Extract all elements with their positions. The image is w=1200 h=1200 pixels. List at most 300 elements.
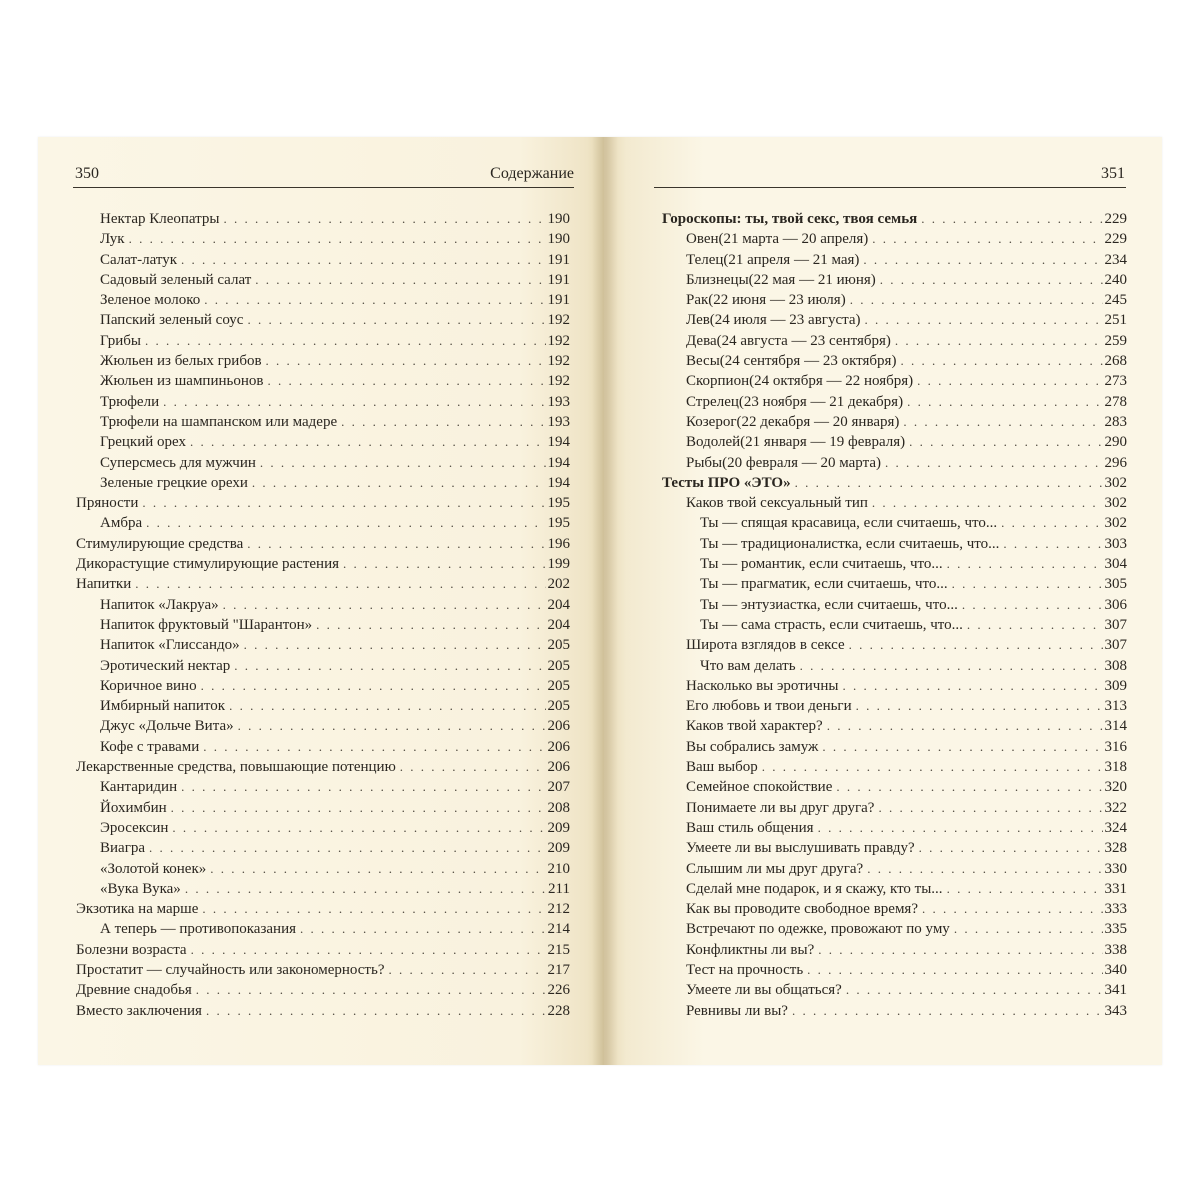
toc-entry-title: Жюльен из белых грибов — [100, 353, 262, 370]
toc-leader-dots — [909, 432, 1102, 452]
toc-entry-page: 191 — [547, 251, 570, 268]
toc-entry-page: 204 — [547, 596, 570, 613]
toc-leader-dots — [863, 250, 1102, 270]
toc-entry-page: 273 — [1104, 373, 1127, 390]
toc-entry-page: 328 — [1104, 840, 1127, 857]
toc-entry — [662, 574, 1127, 594]
toc-entry — [662, 270, 1127, 290]
toc-entry-page: 205 — [547, 698, 570, 715]
toc-entry-title: Водолей(21 января — 19 февраля) — [686, 434, 906, 451]
toc-entry-title: Ты — прагматик, если считаешь, что... — [700, 576, 948, 593]
toc-list — [662, 209, 1127, 1021]
toc-leader-dots — [947, 879, 1103, 899]
toc-leader-dots — [818, 940, 1102, 960]
toc-leader-dots — [316, 615, 545, 635]
toc-leader-dots — [900, 351, 1102, 371]
toc-leader-dots — [954, 919, 1103, 939]
toc-entry-title: А теперь — противопоказания — [100, 921, 296, 938]
toc-leader-dots — [917, 371, 1102, 391]
toc-entry-title: Грецкий орех — [100, 434, 186, 451]
toc-entry — [76, 574, 570, 594]
toc-entry — [662, 940, 1127, 960]
toc-entry — [662, 737, 1127, 757]
toc-entry — [662, 879, 1127, 899]
toc-leader-dots — [204, 290, 545, 310]
toc-entry-title: Зеленое молоко — [100, 292, 201, 309]
toc-entry-page: 207 — [547, 779, 570, 796]
toc-entry-title: Напиток «Глиссандо» — [100, 637, 240, 654]
toc-leader-dots — [1001, 513, 1102, 533]
toc-entry-title: Напитки — [76, 576, 132, 593]
toc-entry — [76, 960, 570, 980]
toc-entry-page: 283 — [1104, 413, 1127, 430]
toc-entry-title: Напиток «Лакруа» — [100, 596, 219, 613]
toc-entry — [76, 595, 570, 615]
toc-entry-title: Трюфели — [100, 393, 160, 410]
toc-entry-page: 234 — [1104, 251, 1127, 268]
toc-leader-dots — [229, 696, 545, 716]
toc-leader-dots — [807, 960, 1102, 980]
toc-entry — [76, 635, 570, 655]
toc-entry-title: Древние снадобья — [76, 982, 192, 999]
toc-entry — [76, 716, 570, 736]
toc-leader-dots — [185, 879, 546, 899]
toc-entry-page: 208 — [547, 799, 570, 816]
toc-entry-title: Суперсмесь для мужчин — [100, 454, 256, 471]
toc-leader-dots — [818, 818, 1103, 838]
toc-entry-title: Салат-латук — [100, 251, 177, 268]
toc-entry — [76, 656, 570, 676]
toc-leader-dots — [846, 980, 1103, 1000]
toc-leader-dots — [223, 595, 546, 615]
toc-entry-page: 190 — [547, 231, 570, 248]
toc-entry — [662, 980, 1127, 1000]
toc-entry-title: Близнецы(22 мая — 21 июня) — [686, 271, 876, 288]
toc-entry — [662, 250, 1127, 270]
toc-leader-dots — [181, 777, 545, 797]
toc-entry — [76, 513, 570, 533]
toc-entry — [76, 270, 570, 290]
toc-leader-dots — [171, 798, 546, 818]
toc-entry-title: Ревнивы ли вы? — [686, 1002, 788, 1019]
toc-leader-dots — [919, 838, 1103, 858]
toc-leader-dots — [389, 960, 546, 980]
toc-entry-title: Экзотика на марше — [76, 901, 199, 918]
toc-entry-title: Дева(24 августа — 23 сентября) — [686, 332, 891, 349]
toc-leader-dots — [142, 493, 545, 513]
toc-entry — [662, 493, 1127, 513]
toc-entry-page: 338 — [1104, 941, 1127, 958]
toc-leader-dots — [146, 513, 545, 533]
toc-entry — [662, 676, 1127, 696]
toc-entry-page: 209 — [547, 819, 570, 836]
toc-entry-page: 194 — [547, 454, 570, 471]
toc-leader-dots — [865, 310, 1103, 330]
toc-leader-dots — [196, 980, 546, 1000]
toc-entry — [662, 1001, 1127, 1021]
toc-entry — [76, 432, 570, 452]
toc-entry-page: 302 — [1104, 495, 1127, 512]
toc-leader-dots — [202, 899, 545, 919]
toc-leader-dots — [922, 899, 1103, 919]
toc-leader-dots — [762, 757, 1103, 777]
toc-entry-page: 206 — [547, 759, 570, 776]
toc-entry-page: 192 — [547, 353, 570, 370]
toc-entry-page: 333 — [1104, 901, 1127, 918]
toc-entry-page: 190 — [547, 211, 570, 227]
toc-entry-page: 240 — [1104, 271, 1127, 288]
toc-entry — [76, 859, 570, 879]
toc-entry — [662, 412, 1127, 432]
toc-entry-title: Кантаридин — [100, 779, 178, 796]
toc-entry-page: 206 — [547, 718, 570, 735]
toc-entry-title: Пряности — [76, 495, 139, 512]
toc-entry — [662, 534, 1127, 554]
toc-entry — [662, 716, 1127, 736]
toc-entry — [76, 229, 570, 249]
toc-entry-title: Телец(21 апреля — 21 мая) — [686, 251, 860, 268]
toc-entry — [662, 453, 1127, 473]
toc-entry-page: 196 — [547, 535, 570, 552]
toc-entry — [662, 696, 1127, 716]
toc-leader-dots — [800, 656, 1103, 676]
book-spread — [38, 137, 1162, 1065]
toc-entry-page: 340 — [1104, 961, 1127, 978]
toc-leader-dots — [885, 453, 1103, 473]
toc-entry — [662, 392, 1127, 412]
toc-entry-title: Стрелец(23 ноября — 21 декабря) — [686, 393, 904, 410]
toc-leader-dots — [967, 615, 1103, 635]
toc-leader-dots — [343, 554, 545, 574]
toc-entry-title: Тест на прочность — [686, 961, 804, 978]
toc-entry — [662, 919, 1127, 939]
toc-leader-dots — [267, 371, 545, 391]
toc-leader-dots — [206, 1001, 546, 1021]
toc-leader-dots — [172, 818, 545, 838]
toc-leader-dots — [163, 392, 545, 412]
toc-entry — [662, 818, 1127, 838]
toc-entry-title: Широта взглядов в сексе — [686, 637, 845, 654]
toc-entry-title: «Золотой конек» — [100, 860, 207, 877]
toc-entry — [76, 554, 570, 574]
toc-entry — [662, 229, 1127, 249]
toc-entry — [662, 554, 1127, 574]
toc-leader-dots — [129, 229, 546, 249]
toc-entry-title: Гороскопы: ты, твой секс, твоя семья — [662, 211, 918, 227]
toc-entry — [662, 615, 1127, 635]
toc-entry — [76, 899, 570, 919]
toc-leader-dots — [872, 493, 1103, 513]
toc-entry-page: 199 — [547, 556, 570, 573]
toc-entry-page: 191 — [547, 292, 570, 309]
toc-entry-page: 228 — [547, 1002, 570, 1019]
toc-entry-page: 193 — [547, 413, 570, 430]
toc-entry — [76, 351, 570, 371]
toc-entry-title: Трюфели на шампанском или мадере — [100, 413, 338, 430]
toc-leader-dots — [203, 737, 545, 757]
toc-entry — [662, 209, 1127, 229]
toc-entry — [662, 859, 1127, 879]
toc-leader-dots — [903, 412, 1102, 432]
toc-entry-title: Как вы проводите свободное время? — [686, 901, 918, 918]
toc-entry-title: Ты — энтузиастка, если считаешь, что... — [700, 596, 958, 613]
toc-entry — [76, 453, 570, 473]
toc-entry-page: 296 — [1104, 454, 1127, 471]
toc-leader-dots — [266, 351, 546, 371]
toc-entry — [662, 798, 1127, 818]
toc-entry-title: Овен(21 марта — 20 апреля) — [686, 231, 869, 248]
toc-entry — [76, 290, 570, 310]
toc-leader-dots — [822, 737, 1102, 757]
toc-entry-page: 212 — [547, 901, 570, 918]
toc-entry-title: Каков твой сексуальный тип — [686, 495, 868, 512]
toc-entry-page: 304 — [1104, 556, 1127, 573]
toc-entry-title: Рыбы(20 февраля — 20 марта) — [686, 454, 881, 471]
book-gutter — [592, 137, 618, 1065]
toc-entry-page: 314 — [1104, 718, 1127, 735]
toc-entry-title: Лев(24 июля — 23 августа) — [686, 312, 861, 329]
toc-entry — [76, 838, 570, 858]
toc-leader-dots — [921, 209, 1102, 229]
toc-entry-title: Садовый зеленый салат — [100, 271, 252, 288]
toc-entry-page: 324 — [1104, 819, 1127, 836]
toc-entry-title: Эросексин — [100, 819, 169, 836]
toc-entry-title: Нектар Клеопатры — [100, 211, 220, 227]
toc-entry-title: Сделай мне подарок, и я скажу, кто ты... — [686, 880, 943, 897]
toc-leader-dots — [962, 595, 1103, 615]
toc-entry-title: Джус «Дольче Вита» — [100, 718, 234, 735]
toc-entry — [662, 757, 1127, 777]
toc-entry — [76, 737, 570, 757]
toc-entry-title: Эротический нектар — [100, 657, 231, 674]
toc-entry-page: 215 — [547, 941, 570, 958]
right-page — [604, 137, 1162, 1065]
toc-leader-dots — [836, 777, 1102, 797]
toc-entry-title: Простатит — случайность или закономерность? — [76, 961, 385, 978]
toc-entry-page: 331 — [1104, 880, 1127, 897]
toc-leader-dots — [850, 290, 1103, 310]
toc-entry — [76, 818, 570, 838]
toc-leader-dots — [341, 412, 545, 432]
page-number: 351 — [1101, 165, 1125, 182]
toc-entry-title: Коричное вино — [100, 677, 197, 694]
toc-entry-page: 229 — [1104, 231, 1127, 248]
toc-entry-title: Тесты ПРО «ЭТО» — [662, 474, 791, 491]
toc-entry-page: 322 — [1104, 799, 1127, 816]
toc-leader-dots — [247, 310, 545, 330]
toc-entry — [662, 777, 1127, 797]
toc-entry-title: Амбра — [100, 515, 143, 532]
toc-entry-title: Ты — сама страсть, если считаешь, что... — [700, 616, 963, 633]
toc-leader-dots — [856, 696, 1103, 716]
toc-entry-title: Встречают по одежке, провожают по уму — [686, 921, 950, 938]
toc-entry — [76, 493, 570, 513]
toc-entry — [76, 615, 570, 635]
toc-entry — [662, 656, 1127, 676]
toc-entry-title: Ты — традиционалистка, если считаешь, что... — [700, 535, 1000, 552]
toc-entry — [662, 331, 1127, 351]
toc-entry — [662, 635, 1127, 655]
toc-entry-page: 204 — [547, 616, 570, 633]
toc-entry-page: 195 — [547, 495, 570, 512]
toc-leader-dots — [300, 919, 546, 939]
toc-leader-dots — [149, 838, 546, 858]
toc-entry-title: Кофе с травами — [100, 738, 200, 755]
toc-entry-page: 305 — [1104, 576, 1127, 593]
toc-entry — [76, 310, 570, 330]
toc-entry-title: Зеленые грецкие орехи — [100, 474, 248, 491]
toc-leader-dots — [1003, 534, 1102, 554]
toc-entry — [76, 980, 570, 1000]
toc-entry-page: 307 — [1104, 637, 1127, 654]
toc-entry-page: 229 — [1104, 211, 1127, 227]
toc-leader-dots — [252, 473, 546, 493]
toc-entry — [76, 777, 570, 797]
toc-leader-dots — [907, 392, 1102, 412]
toc-entry — [662, 899, 1127, 919]
toc-entry — [76, 209, 570, 229]
toc-leader-dots — [895, 331, 1103, 351]
toc-entry-title: Дикорастущие стимулирующие растения — [76, 556, 340, 573]
toc-entry-page: 245 — [1104, 292, 1127, 309]
toc-leader-dots — [878, 798, 1102, 818]
toc-entry-page: 192 — [547, 332, 570, 349]
toc-leader-dots — [880, 270, 1103, 290]
toc-entry-title: «Вука Вука» — [100, 880, 181, 897]
toc-leader-dots — [244, 635, 546, 655]
toc-entry-title: Стимулирующие средства — [76, 535, 244, 552]
toc-leader-dots — [255, 270, 545, 290]
toc-leader-dots — [872, 229, 1102, 249]
header-rule — [654, 187, 1126, 188]
toc-entry-title: Ваш стиль общения — [686, 819, 814, 836]
toc-leader-dots — [201, 676, 546, 696]
toc-leader-dots — [210, 859, 545, 879]
toc-entry-title: Его любовь и твои деньги — [686, 698, 852, 715]
toc-entry — [662, 595, 1127, 615]
toc-entry — [76, 371, 570, 391]
toc-leader-dots — [234, 656, 545, 676]
toc-entry-page: 192 — [547, 373, 570, 390]
toc-entry-title: Каков твой характер? — [686, 718, 823, 735]
toc-entry-page: 205 — [547, 677, 570, 694]
toc-entry-page: 318 — [1104, 759, 1127, 776]
toc-entry-title: Умеете ли вы общаться? — [686, 982, 842, 999]
toc-entry-title: Конфликтны ли вы? — [686, 941, 815, 958]
toc-leader-dots — [947, 554, 1103, 574]
toc-entry-page: 217 — [547, 961, 570, 978]
toc-entry — [76, 534, 570, 554]
toc-entry — [662, 838, 1127, 858]
toc-entry-title: Болезни возраста — [76, 941, 187, 958]
toc-entry — [76, 798, 570, 818]
toc-entry-page: 209 — [547, 840, 570, 857]
toc-entry — [76, 473, 570, 493]
toc-leader-dots — [849, 635, 1103, 655]
toc-entry-page: 268 — [1104, 353, 1127, 370]
toc-entry-page: 193 — [547, 393, 570, 410]
toc-entry-page: 194 — [547, 474, 570, 491]
toc-entry-title: Йохимбин — [100, 799, 167, 816]
toc-leader-dots — [795, 473, 1103, 493]
toc-leader-dots — [135, 574, 545, 594]
toc-entry-page: 202 — [547, 576, 570, 593]
toc-entry-page: 307 — [1104, 616, 1127, 633]
toc-entry-title: Понимаете ли вы друг друга? — [686, 799, 875, 816]
toc-entry — [76, 940, 570, 960]
toc-entry — [76, 250, 570, 270]
toc-entry-title: Семейное спокойствие — [686, 779, 833, 796]
left-page — [38, 137, 604, 1065]
toc-entry-title: Рак(22 июня — 23 июля) — [686, 292, 846, 309]
toc-entry — [662, 371, 1127, 391]
toc-entry-page: 341 — [1104, 982, 1127, 999]
toc-leader-dots — [145, 331, 546, 351]
toc-entry-page: 210 — [547, 860, 570, 877]
toc-entry — [662, 473, 1127, 493]
toc-entry — [76, 412, 570, 432]
toc-entry-page: 313 — [1104, 698, 1127, 715]
toc-entry-title: Ваш выбор — [686, 759, 758, 776]
toc-entry-page: 192 — [547, 312, 570, 329]
toc-leader-dots — [827, 716, 1103, 736]
toc-entry-page: 302 — [1104, 474, 1127, 491]
toc-leader-dots — [238, 716, 546, 736]
toc-entry — [662, 960, 1127, 980]
header-rule — [73, 187, 574, 188]
toc-entry-page: 259 — [1104, 332, 1127, 349]
toc-entry-title: Что вам делать — [700, 657, 796, 674]
toc-entry — [76, 676, 570, 696]
toc-entry-title: Лук — [100, 231, 125, 248]
toc-leader-dots — [260, 453, 546, 473]
toc-leader-dots — [181, 250, 546, 270]
toc-entry-title: Умеете ли вы выслушивать правду? — [686, 840, 915, 857]
toc-entry-page: 214 — [547, 921, 570, 938]
toc-entry-page: 306 — [1104, 596, 1127, 613]
toc-entry — [76, 757, 570, 777]
toc-leader-dots — [400, 757, 546, 777]
toc-entry-title: Папский зеленый соус — [100, 312, 244, 329]
toc-leader-dots — [224, 209, 546, 229]
toc-entry-page: 316 — [1104, 738, 1127, 755]
toc-entry-title: Жюльен из шампиньонов — [100, 373, 264, 390]
toc-entry-page: 302 — [1104, 515, 1127, 532]
toc-entry-page: 308 — [1104, 657, 1127, 674]
toc-leader-dots — [190, 432, 546, 452]
toc-entry-page: 343 — [1104, 1002, 1127, 1019]
toc-entry — [662, 310, 1127, 330]
toc-entry-title: Виагра — [100, 840, 145, 857]
toc-entry-title: Напиток фруктовый "Шарантон» — [100, 616, 313, 633]
toc-entry-page: 205 — [547, 657, 570, 674]
toc-entry-title: Имбирный напиток — [100, 698, 226, 715]
toc-entry-title: Слышим ли мы друг друга? — [686, 860, 864, 877]
toc-entry-page: 211 — [548, 880, 570, 897]
toc-entry-title: Вместо заключения — [76, 1002, 202, 1019]
toc-entry — [662, 351, 1127, 371]
toc-leader-dots — [191, 940, 546, 960]
toc-entry — [76, 919, 570, 939]
toc-entry-page: 194 — [547, 434, 570, 451]
toc-entry-page: 309 — [1104, 677, 1127, 694]
toc-entry-title: Весы(24 сентября — 23 октября) — [686, 353, 897, 370]
toc-entry — [76, 1001, 570, 1021]
toc-entry-page: 226 — [547, 982, 570, 999]
toc-entry-title: Насколько вы эротичны — [686, 677, 839, 694]
toc-entry-page: 278 — [1104, 393, 1127, 410]
toc-list — [76, 209, 570, 1021]
